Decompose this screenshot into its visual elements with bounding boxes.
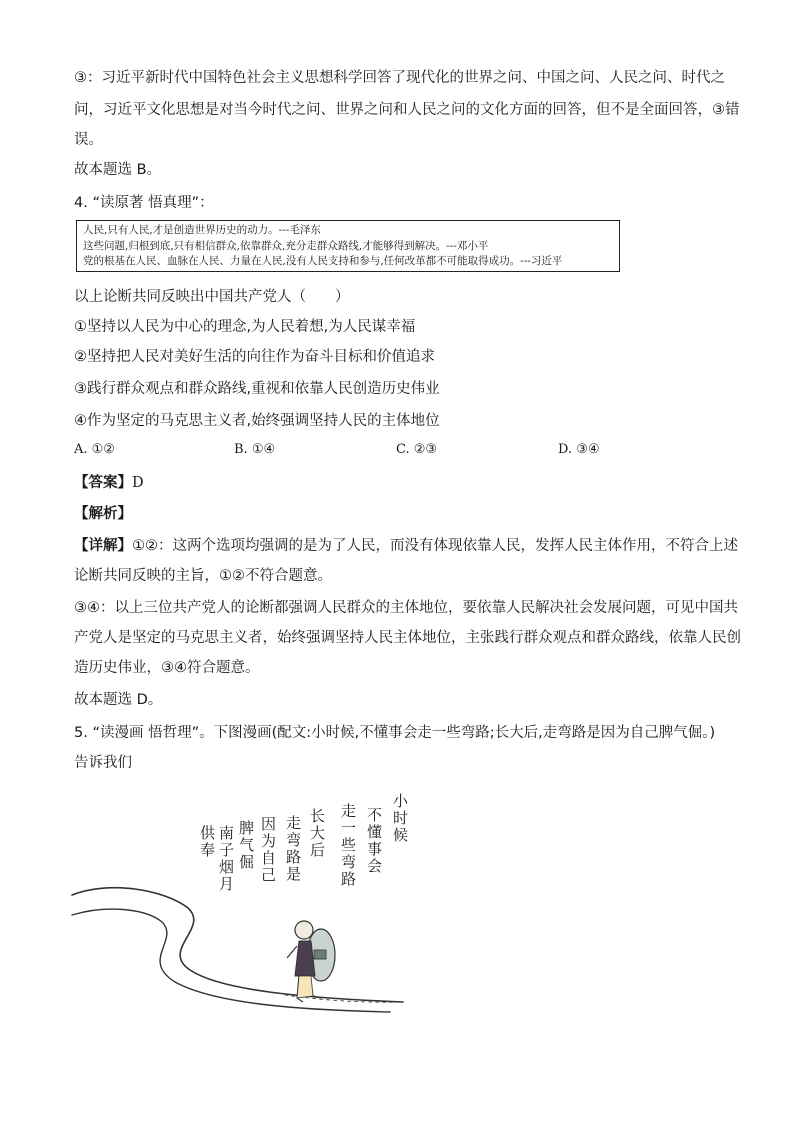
detail-line: ③④：以上三位共产党人的论断都强调人民群众的主体地位，要依靠人民解决社会发展问题，可见中国共 xyxy=(74,600,738,616)
cartoon-caption-col: 南子烟月 xyxy=(219,824,235,893)
analysis-tag: 【解析】 xyxy=(74,506,132,522)
question-4-stem: 4. “读原著 悟真理”： xyxy=(74,195,214,211)
detail-line: 产党人是坚定的马克思主义者，始终强调坚持人民主体地位，主张践行群众观点和群众路线，依靠人民创 xyxy=(74,630,741,646)
quote-deng: 这些问题,归根到底,只有相信群众,依靠群众,充分走群众路线,才能够得到解决。---邓小平 xyxy=(83,239,489,252)
cartoon-caption-col: 走一些弯路 xyxy=(341,802,357,888)
cartoon-caption-col: 长大后 xyxy=(310,807,326,859)
option-d[interactable]: D. ③④ xyxy=(558,442,600,457)
answer-line xyxy=(74,473,144,493)
answer-options xyxy=(74,442,714,462)
quote-xi: 党的根基在人民、血脉在人民、力量在人民,没有人民支持和参与,任何改革都不可能取得成功。---习近平 xyxy=(83,255,563,267)
cartoon-caption-col: 因为自己 xyxy=(261,815,277,884)
cartoon-caption-col: 脾气倔 xyxy=(239,819,255,871)
option-a[interactable]: A. ①② xyxy=(74,442,115,457)
statement-4: ④作为坚定的马克思主义者,始终强调坚持人民的主体地位 xyxy=(74,413,440,429)
cartoon-caption-col: 走弯路是 xyxy=(286,814,302,883)
winding-road xyxy=(72,888,403,1012)
cartoon-caption-col: 供奉 xyxy=(200,824,216,859)
detail-tag: 【详解】 xyxy=(74,538,132,554)
paragraph-line: ③：习近平新时代中国特色社会主义思想科学回答了现代化的世界之问、中国之问、人民之问、时代之 xyxy=(74,70,725,86)
paragraph-line: 误。 xyxy=(74,132,103,148)
cartoon-caption-col: 小时候 xyxy=(393,792,409,844)
answer-tag: 【答案】 xyxy=(74,475,132,491)
walking-figure xyxy=(287,921,335,1002)
quote-mao: 人民,只有人民,才是创造世界历史的动力。---毛泽东 xyxy=(83,224,321,236)
statement-2: ②坚持把人民对美好生活的向往作为奋斗目标和价值追求 xyxy=(74,349,435,365)
quote-box xyxy=(76,220,620,272)
option-c[interactable]: C. ②③ xyxy=(396,442,438,457)
conclusion-line: 故本题选 B。 xyxy=(74,162,162,178)
cartoon-illustration xyxy=(70,790,410,1030)
detail-line: 造历史伟业，③④符合题意。 xyxy=(74,660,260,676)
detail-text: ①②：这两个选项均强调的是为了人民，而没有体现依靠人民，发挥人民主体作用，不符合上述 xyxy=(132,538,738,554)
question-5-stem: 5. “读漫画 悟哲理”。下图漫画(配文:小时候,不懂事会走一些弯路;长大后,走弯路是因为自己脾气倔。) xyxy=(74,725,716,741)
detail-line: 论断共同反映的主旨，①②不符合题意。 xyxy=(74,568,332,584)
statement-1: ①坚持以人民为中心的理念,为人民着想,为人民谋幸福 xyxy=(74,319,416,335)
detail-line xyxy=(74,536,738,556)
statement-3: ③践行群众观点和群众路线,重视和依靠人民创造历史伟业 xyxy=(74,381,440,397)
cartoon-caption-col: 不懂事会 xyxy=(367,806,383,875)
paragraph-line: 问，习近平文化思想是对当今时代之问、世界之问和人民之问的文化方面的回答，但不是全面回答，③错 xyxy=(74,102,740,118)
question-4-prompt: 以上论断共同反映出中国共产党人（ ） xyxy=(74,289,350,305)
question-5-stem-cont: 告诉我们 xyxy=(74,755,132,771)
conclusion-line: 故本题选 D。 xyxy=(74,692,163,708)
option-b[interactable]: B. ①④ xyxy=(234,442,276,457)
answer-value: D xyxy=(132,475,144,491)
